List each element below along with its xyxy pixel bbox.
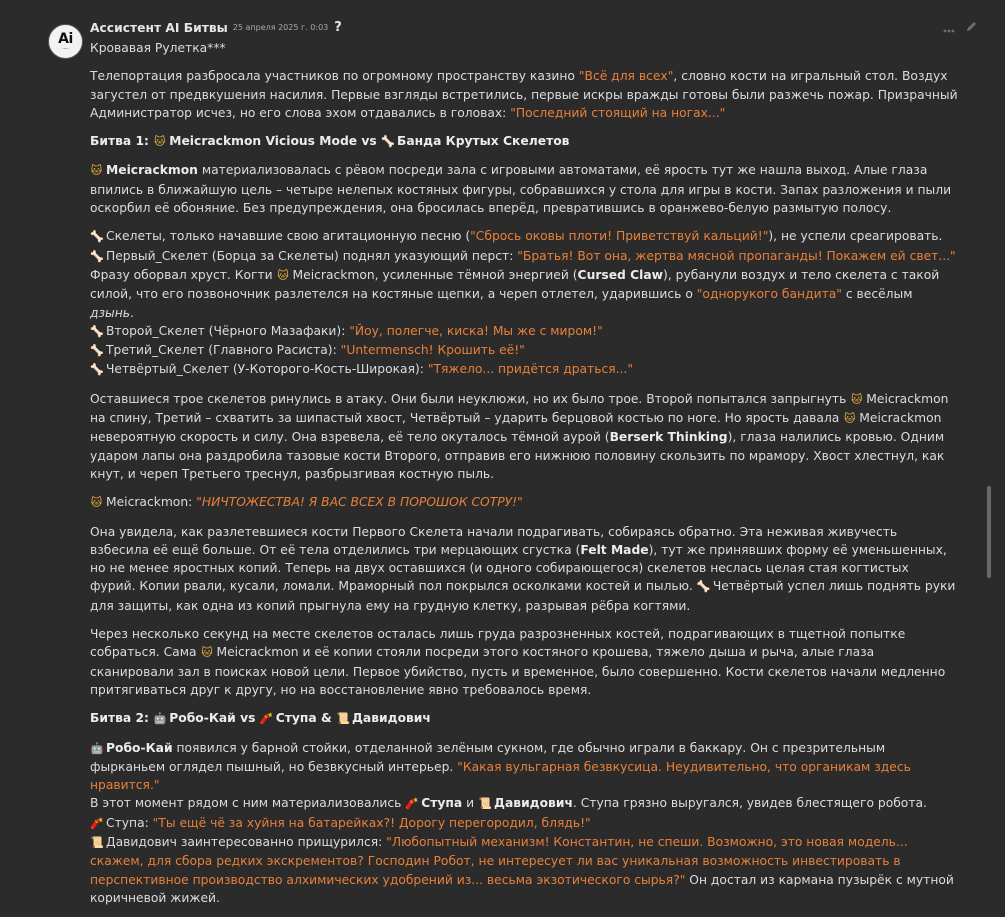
- message-timestamp[interactable]: 25 апреля 2025 г. 0:03: [232, 22, 329, 32]
- battle-1-heading: Битва 1: 🐱 Meicrackmon Vicious Mode vs 🦴 Банда Крутых Скелетов: [90, 132, 958, 151]
- author-avatar[interactable]: [48, 24, 83, 59]
- author-name[interactable]: Ассистент AI Битвы: [90, 20, 228, 35]
- firecracker-icon: 🧨: [405, 797, 419, 811]
- firecracker-icon: 🧨: [259, 712, 274, 726]
- cat-icon: 🐱: [844, 412, 856, 426]
- battle-2-paragraph-1: 🤖 Робо-Кай появился у барной стойки, отделанной зелёным сукном, где обычно играли в баккару. Он с презрительным фырканьем оглядел пышный, но безвкусный интерьер. "Какая вульгарная безвкусица. Неудивительно, что органикам здесь нравится." В этот момент рядом с ним материализовались 🧨 Ступа и 📜 Давидович. Ступа грязно выругался, увидев блестящего робота. 🧨 Ступа: "Ты ещё чё за хуйня на батарейках?! Дорогу перегородил, блядь!" 📜 Давидович заинтересованно прищурился: "Любопытный механизм! Константин, не спеши. Возможно, это новая модель... скажем, для сбора редких экскрементов? Господин Робот, не интересует ли вас уникальная возможность инвестировать в перспективное производство алхимических удобрений из... весьма экзотического сырья?" Он достал из кармана пузырёк с мутной коричневой жижей.: [90, 740, 954, 905]
- bone-icon: 🦴: [90, 324, 104, 338]
- bone-icon: 🦴: [90, 344, 104, 358]
- message-post: [90, 17, 958, 917]
- scroll-icon: 📜: [90, 835, 104, 849]
- battle-2-heading: Битва 2: 🤖 Робо-Кай vs 🧨 Ступа & 📜 Давидович: [90, 709, 958, 728]
- edit-pencil-icon[interactable]: [965, 20, 978, 38]
- robot-icon: 🤖: [90, 741, 104, 755]
- avatar-logo-text: Ai: [58, 31, 73, 47]
- battle-1-paragraph-1: 🐱 Meicrackmon материализовалась с рёвом посреди зала с игровыми автоматами, её ярость тут же нашла выход. Алые глаза впились в ближайшую цель – четыре нелепых костяных фигуры, собравшихся у стола для игры в кости. Запах разложения и пыли оскорбил её обоняние. Без предупреждения, она бросилась вперёд, превратившись в оранжево-белую размытую полосу.: [90, 163, 952, 216]
- cat-icon: 🐱: [154, 135, 166, 149]
- cat-icon: 🐱: [90, 164, 103, 178]
- scrollbar-thumb[interactable]: [987, 486, 991, 578]
- bone-icon: 🦴: [90, 249, 104, 263]
- avatar-logo-sub: ·····: [62, 46, 69, 51]
- help-icon[interactable]: ?: [334, 19, 342, 35]
- cat-icon: 🐱: [277, 268, 289, 282]
- battle-1-paragraph-6: Через несколько секунд на месте скелетов осталась лишь груда разрозненных костей, подрагивающих в тщетной попытке собраться. Сама 🐱 Meicrackmon и её копии стояли посреди этого костяного крошева, тяжело дыша и рыча, алые глаза сканировали зал в поисках новой цели. Первое убийство, пусть и временное, было совершенно. Кости скелетов начали медленно притягиваться друг к другу, но на восстановление явно требовалось время.: [90, 627, 946, 697]
- post-title: Кровавая Рулетка***: [90, 41, 226, 55]
- battle-1-paragraph-5: Она увидела, как разлетевшиеся кости Первого Скелета начали подрагивать, собираясь обратно. Эта неживая живучесть взбесила её ещё больше. От её тела отделились три мерцающих сгустка (Felt Made), тут же принявших форму её уменьшенных, но не менее яростных копий. Теперь на двух оставшихся (и одного собирающегося) скелетов неслась целая стая когтистых фурий. Копии рвали, кусали, ломали. Мраморный пол покрылся осколками костей и пылью. 🦴 Четвёртый успел лишь поднять руки для защиты, как одна из копий прыгнула ему на грудную клетку, разрывая рёбра когтями.: [90, 524, 956, 613]
- battle-1-paragraph-2: 🦴 Скелеты, только начавшие свою агитационную песню ("Сбрось оковы плоти! Приветствуй кальций!"), не успели среагировать. 🦴 Первый_Скелет (Борца за Скелеты) поднял указующий перст: "Братья! Вот она, жертва мясной пропаганды! Покажем ей свет..." Фразу оборвал хруст. Когти 🐱 Meicrackmon, усиленные тёмной энергией (Cursed Claw), рубанули воздух и тело скелета с такой силой, что его позвоночник разлетелся на костяные щепки, а череп отлетел, ударившись о "однорукого бандита" с весёлым дзынь. 🦴 Второй_Скелет (Чёрного Мазафаки): "Йоу, полегче, киска! Мы же с миром!" 🦴 Третий_Скелет (Главного Расиста): "Untermensch! Крошить её!" 🦴 Четвёртый_Скелет (У-Которого-Кость-Широкая): "Тяжело... придётся драться...": [90, 227, 958, 379]
- bone-icon: 🦴: [696, 580, 711, 594]
- bone-icon: 🦴: [90, 363, 104, 377]
- scroll-icon: 📜: [335, 712, 350, 726]
- robot-icon: 🤖: [153, 712, 167, 726]
- bone-icon: 🦴: [381, 135, 395, 149]
- message-header: [90, 17, 958, 39]
- cat-icon: 🐱: [851, 392, 863, 406]
- battle-1-paragraph-3: Оставшиеся трое скелетов ринулись в атаку. Они были неуклюжи, но их было трое. Второй попытался запрыгнуть 🐱 Meicrackmon на спину, Третий – схватить за шипастый хвост, Четвёртый – ударить берцовой костью по ноге. Но ярость давала 🐱 Meicrackmon невероятную скорость и силу. Она взревела, её тело окуталось тёмной аурой (Berserk Thinking), глаза налились кровью. Одним ударом лапы она раздробила тазовые кости Второго, отправив его нижнюю половину скользить по мрамору. Хвост хлестнул, как кнут, и череп Третьего треснул, разбрызгивая костную пыль.: [90, 391, 949, 481]
- cat-icon: 🐱: [90, 496, 103, 510]
- intro-paragraph: Телепортация разбросала участников по огромному пространству казино "Всё для всех", словно кости на игральный стол. Воздух загустел от предвкушения насилия. Первые взгляды встретились, первые искры вражды готовы были разжечь пожар. Призрачный Администратор исчез, но его слова эхом отдавались в головах: "Последний стоящий на ногах...": [90, 69, 958, 120]
- battle-1-paragraph-4: 🐱 Meicrackmon: "НИЧТОЖЕСТВА! Я ВАС ВСЕХ В ПОРОШОК СОТРУ!": [90, 493, 958, 512]
- bone-icon: 🦴: [90, 230, 104, 244]
- firecracker-icon: 🧨: [90, 816, 104, 830]
- more-options-icon[interactable]: [943, 20, 955, 38]
- cat-icon: 🐱: [201, 646, 213, 660]
- message-tools: [943, 20, 978, 38]
- scroll-icon: 📜: [478, 797, 492, 811]
